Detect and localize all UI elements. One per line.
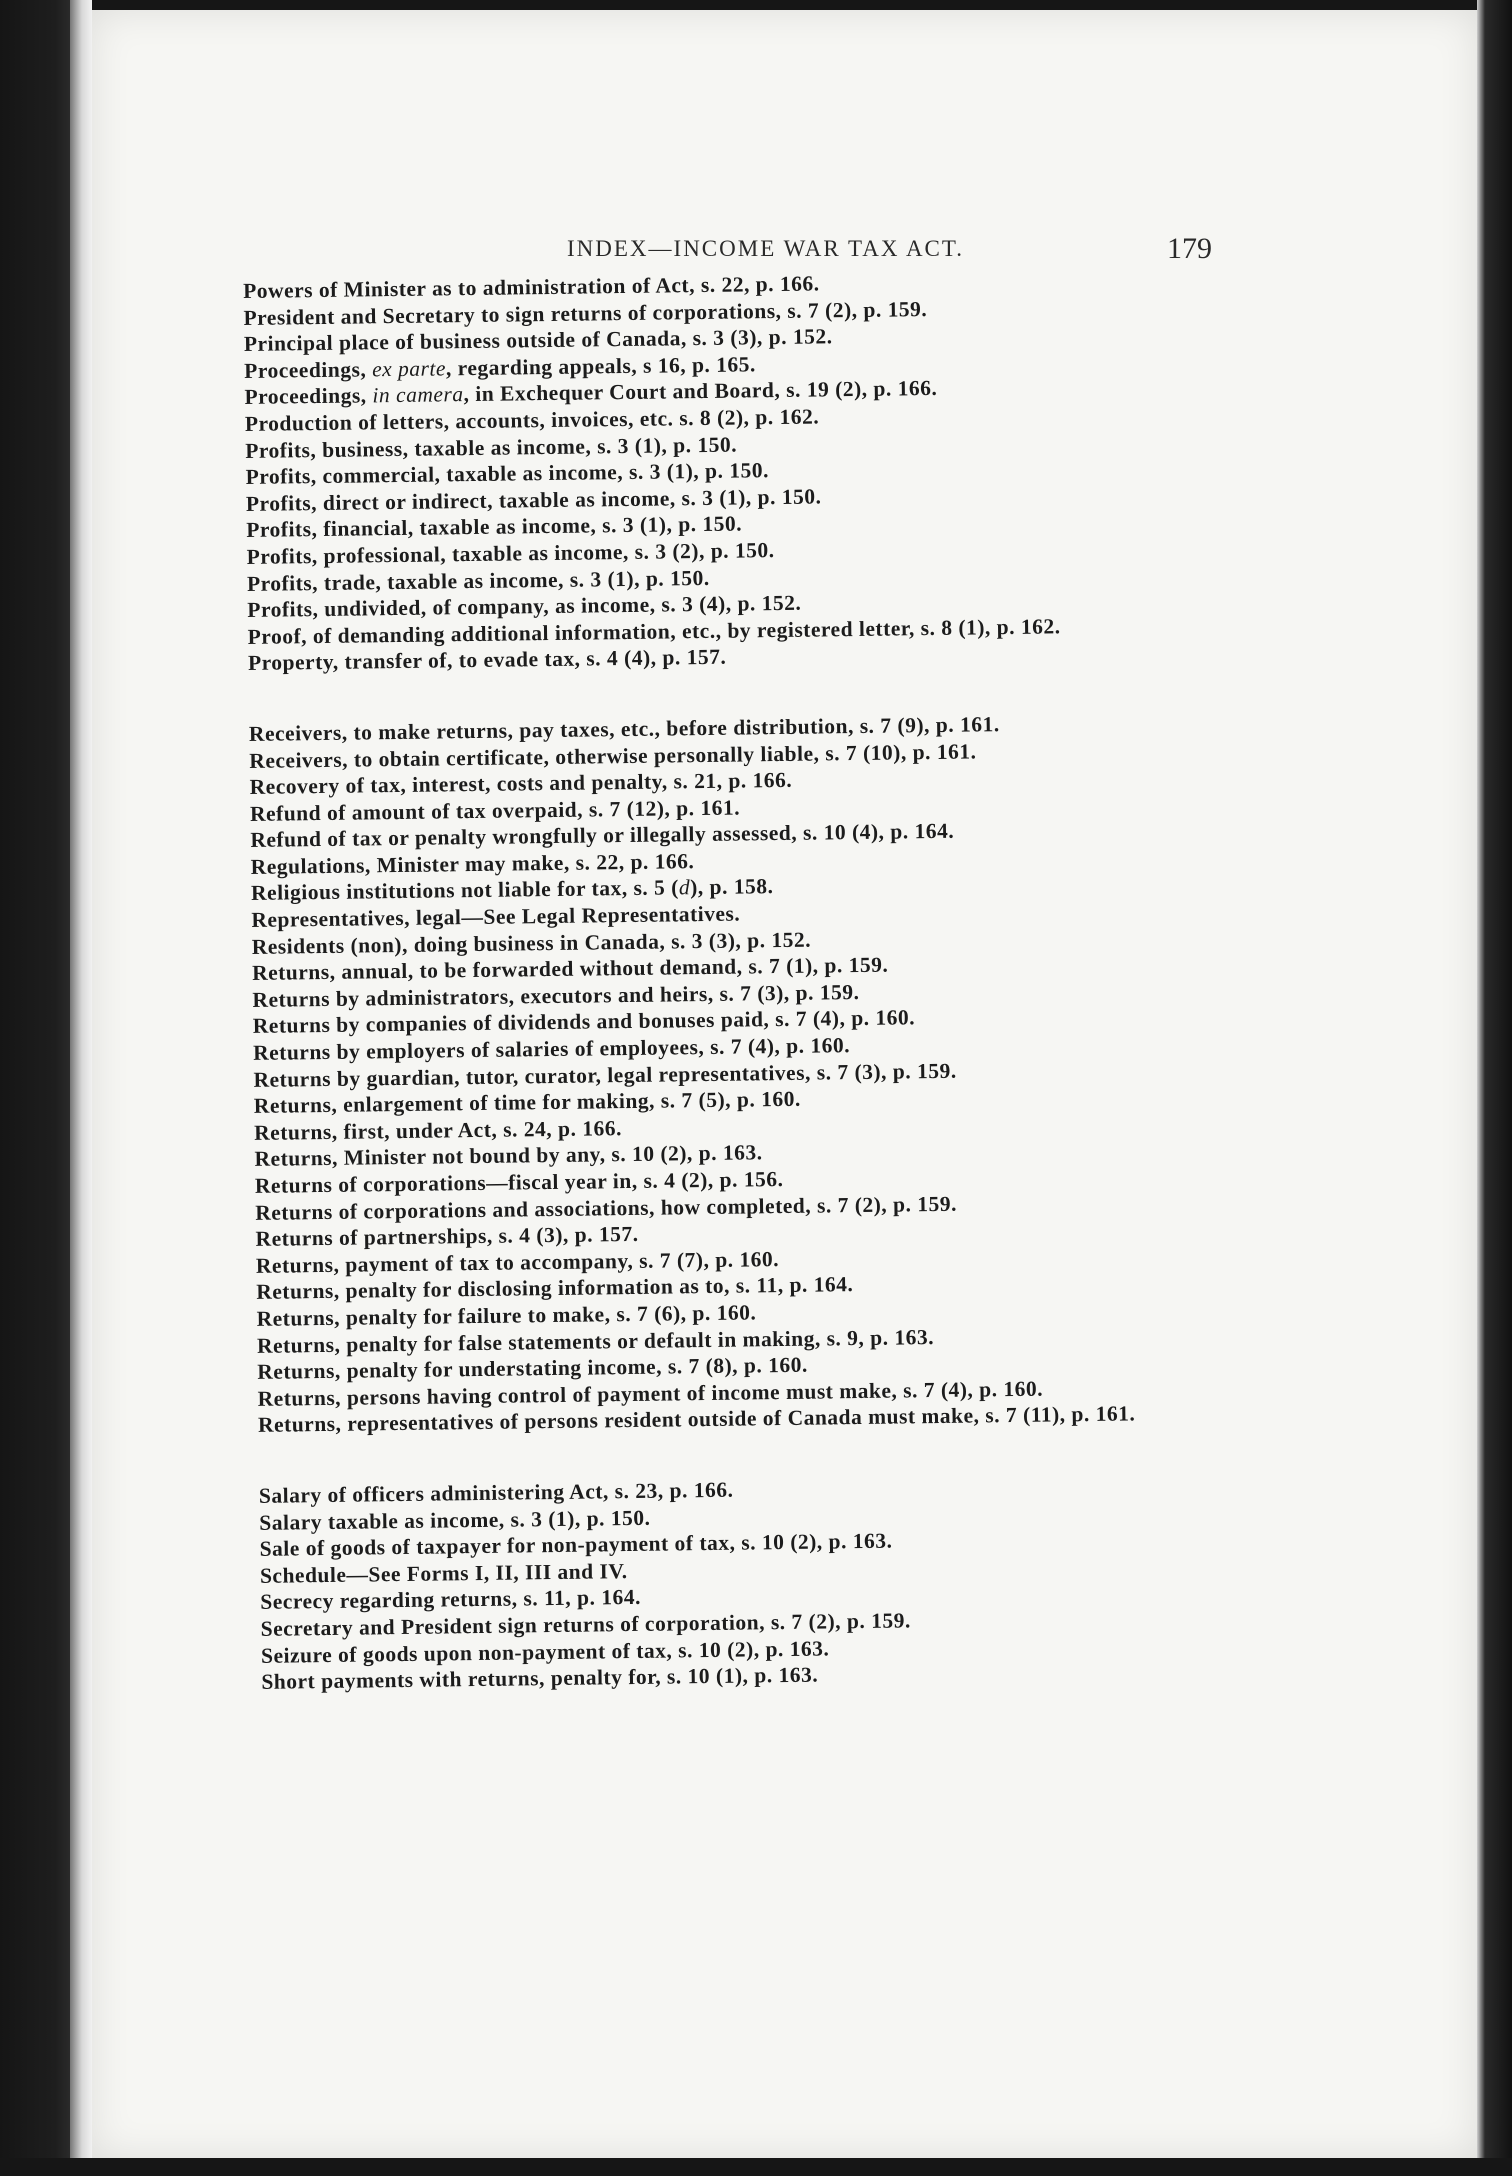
- entry-text: Returns of corporations—fiscal year in, s. 4 (2), p. 156.: [254, 1167, 784, 1198]
- entry-text: Returns, annual, to be forwarded without demand, s. 7 (1), p. 159.: [251, 952, 889, 986]
- entry-text: Representatives, legal—See Legal Representatives.: [251, 901, 741, 933]
- entry-text: Schedule—See Forms I, II, III and IV.: [259, 1558, 628, 1588]
- entry-text: Returns, penalty for understating income, s. 7 (8), p. 160.: [257, 1352, 808, 1385]
- index-list: [243, 265, 1272, 1740]
- entry-text: Profits, business, taxable as income, s. 3 (1), p. 150.: [245, 432, 738, 463]
- entry-text: Returns, representatives of persons resident outside of Canada must make, s. 7 (11), p. 161.: [257, 1401, 1136, 1438]
- entry-text: Returns of corporations and associations, how completed, s. 7 (2), p. 159.: [255, 1191, 958, 1225]
- entry-text: Regulations, Minister may make, s. 22, p. 166.: [250, 849, 695, 879]
- entry-text: Short payments with returns, penalty for, s. 10 (1), p. 163.: [261, 1662, 819, 1694]
- entry-text: Residents (non), doing business in Canada, s. 3 (3), p. 152.: [251, 927, 812, 959]
- index-group: [259, 1470, 1272, 1696]
- entry-text: Returns, penalty for false statements or default in making, s. 9, p. 163.: [256, 1324, 935, 1358]
- entry-text: Refund of amount of tax overpaid, s. 7 (12), p. 161.: [249, 795, 741, 826]
- entry-text: Salary taxable as income, s. 3 (1), p. 150.: [259, 1505, 651, 1535]
- entry-text: President and Secretary to sign returns of corporations, s. 7 (2), p. 159.: [243, 296, 928, 330]
- entry-text: Powers of Minister as to administration of Act, s. 22, p. 166.: [243, 271, 820, 303]
- entry-rest: ), p. 158.: [689, 874, 774, 900]
- scan-bottom-border: [0, 2158, 1512, 2176]
- entry-text: Returns of partnerships, s. 4 (3), p. 157.: [255, 1222, 639, 1252]
- scan-left-border: [0, 0, 70, 2176]
- entry-lead: Proceedings,: [244, 383, 373, 410]
- page-left-edge: [70, 0, 92, 2176]
- entry-text: Receivers, to obtain certificate, otherwise personally liable, s. 7 (10), p. 161.: [249, 738, 977, 773]
- entry-text: Proof, of demanding additional information, etc., by registered letter, s. 8 (1), p. 162.: [247, 614, 1061, 649]
- entry-lead: Religious institutions not liable for tax, s. 5 (: [250, 875, 680, 906]
- entry-text: Returns by employers of salaries of employees, s. 7 (4), p. 160.: [252, 1033, 851, 1065]
- entry-italic: d: [678, 875, 691, 900]
- entry-text: Profits, professional, taxable as income, s. 3 (2), p. 150.: [246, 538, 775, 569]
- entry-text: Secretary and President sign returns of corporation, s. 7 (2), p. 159.: [260, 1608, 911, 1641]
- entry-text: Principal place of business outside of Canada, s. 3 (3), p. 152.: [243, 324, 833, 357]
- entry-text: Production of letters, accounts, invoices, etc. s. 8 (2), p. 162.: [244, 404, 820, 436]
- entry-text: Returns by companies of dividends and bonuses paid, s. 7 (4), p. 160.: [252, 1005, 916, 1039]
- entry-text: Profits, commercial, taxable as income, s. 3 (1), p. 150.: [245, 458, 770, 490]
- scan-right-border: [1477, 0, 1512, 2176]
- entry-text: Recovery of tax, interest, costs and penalty, s. 21, p. 166.: [249, 767, 793, 800]
- entry-text: Returns, Minister not bound by any, s. 10 (2), p. 163.: [254, 1140, 763, 1172]
- page-number: 179: [1167, 232, 1212, 265]
- entry-text: Profits, financial, taxable as income, s. 3 (1), p. 150.: [246, 511, 743, 543]
- entry-text: Secrecy regarding returns, s. 11, p. 164.: [260, 1585, 642, 1615]
- index-group: [243, 265, 1258, 677]
- entry-text: Profits, trade, taxable as income, s. 3 (1), p. 150.: [246, 565, 710, 596]
- entry-text: Returns, first, under Act, s. 24, p. 166.: [254, 1115, 623, 1145]
- entry-lead: Proceedings,: [244, 357, 373, 383]
- entry-text: Seizure of goods upon non-payment of tax, s. 10 (2), p. 163.: [260, 1635, 830, 1668]
- entry-text: Receivers, to make returns, pay taxes, etc., before distribution, s. 7 (9), p. 161.: [248, 712, 1000, 746]
- entry-rest: , regarding appeals, s 16, p. 165.: [445, 352, 756, 381]
- entry-text: Profits, undivided, of company, as income, s. 3 (4), p. 152.: [247, 590, 802, 623]
- entry-text: Profits, direct or indirect, taxable as income, s. 3 (1), p. 150.: [245, 484, 822, 516]
- entry-text: Returns, persons having control of payment of income must make, s. 7 (4), p. 160.: [257, 1376, 1044, 1411]
- entry-text: Returns, penalty for disclosing information as to, s. 11, p. 164.: [256, 1272, 854, 1305]
- entry-text: Returns, penalty for failure to make, s. 7 (6), p. 160.: [256, 1300, 757, 1331]
- entry-text: Returns by guardian, tutor, curator, legal representatives, s. 7 (3), p. 159.: [253, 1058, 957, 1092]
- entry-text: Salary of officers administering Act, s. 23, p. 166.: [258, 1477, 734, 1508]
- scan-top-border: [0, 0, 1512, 10]
- entry-text: Sale of goods of taxpayer for non-payment of tax, s. 10 (2), p. 163.: [259, 1528, 893, 1562]
- page-header: [92, 232, 1477, 272]
- entry-text: Returns, enlargement of time for making, s. 7 (5), p. 160.: [253, 1086, 801, 1119]
- entry-text: Property, transfer of, to evade tax, s. 4 (4), p. 157.: [247, 645, 727, 676]
- entry-rest: , in Exchequer Court and Board, s. 19 (2), p. 166.: [463, 376, 938, 407]
- entry-italic: in camera: [372, 382, 464, 408]
- entry-text: Returns, payment of tax to accompany, s. 7 (7), p. 160.: [255, 1246, 780, 1278]
- entry-italic: ex parte: [371, 356, 447, 382]
- entry-text: Returns by administrators, executors and heirs, s. 7 (3), p. 159.: [252, 979, 860, 1012]
- entry-text: Refund of tax or penalty wrongfully or illegally assessed, s. 10 (4), p. 164.: [250, 819, 955, 853]
- running-head: INDEX—INCOME WAR TAX ACT.: [567, 236, 964, 261]
- index-group: [249, 708, 1268, 1439]
